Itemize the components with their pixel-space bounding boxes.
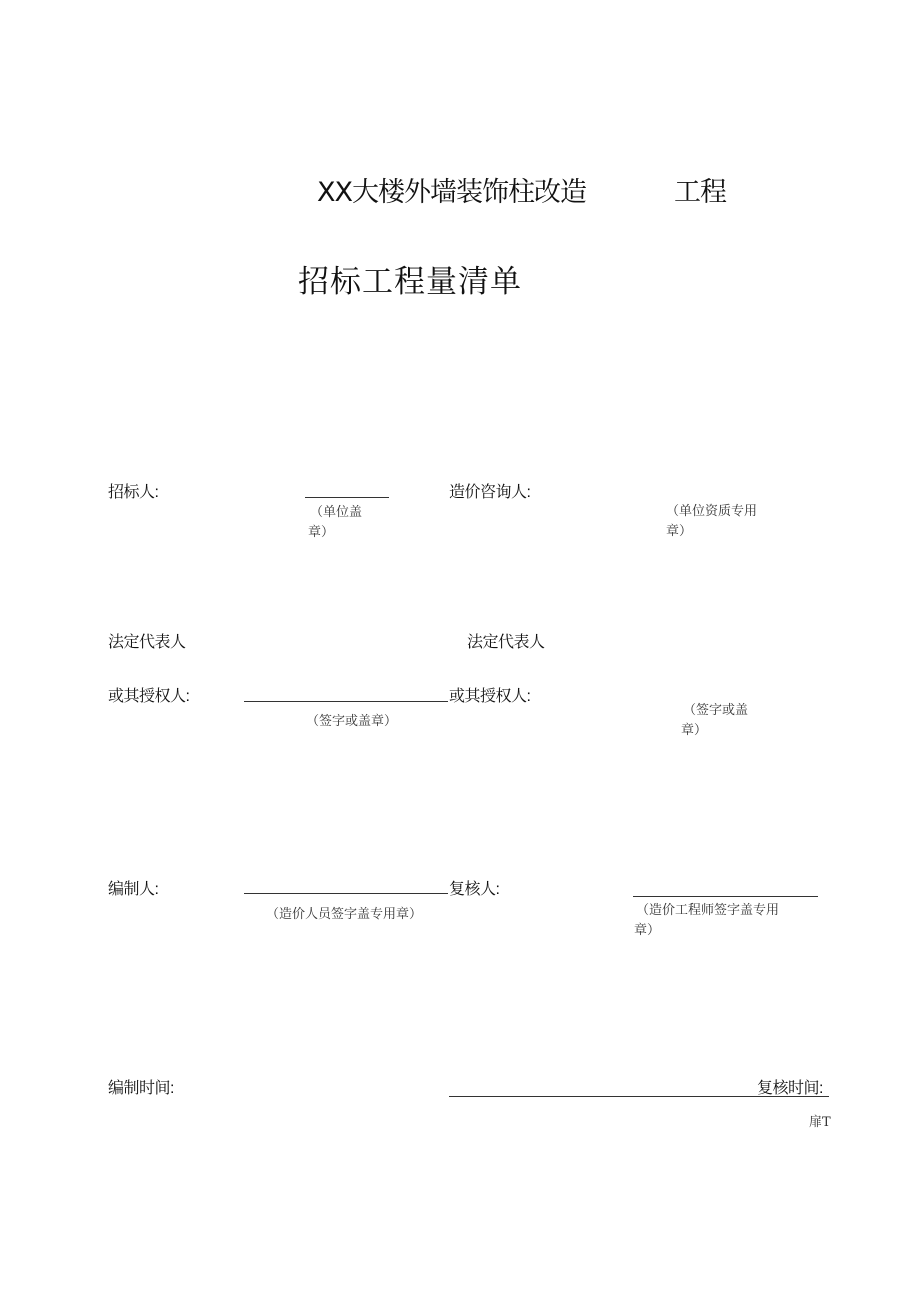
legal-rep-right-note-line2: 章）	[681, 723, 708, 738]
page-mark: 扉T	[809, 1115, 831, 1130]
tenderer-signature-line	[305, 497, 389, 498]
legal-rep-right-note-line1: （签字或盖	[683, 703, 749, 718]
reviewer-note-line2: 章）	[634, 923, 661, 938]
reviewer-signature-line	[633, 896, 818, 897]
legal-rep-left-label-line2: 或其授权人:	[108, 688, 190, 705]
review-date-label: 复核时间:	[757, 1080, 823, 1097]
consultant-seal-note-line1: （单位资质专用	[666, 504, 758, 519]
tenderer-seal-note-line1: （单位盖	[310, 505, 363, 520]
tenderer-label: 招标人:	[108, 484, 159, 501]
consultant-label: 造价咨询人:	[449, 484, 531, 501]
legal-rep-left-note: （签字或盖章）	[306, 714, 398, 729]
legal-rep-right-label-line1: 法定代表人	[467, 634, 545, 651]
document-title: 招标工程量清单	[298, 264, 522, 300]
compiler-note: （造价人员签字盖专用章）	[266, 907, 423, 922]
compile-date-label: 编制时间:	[108, 1080, 174, 1097]
tenderer-seal-note-line2: 章）	[308, 525, 335, 540]
compiler-label: 编制人:	[108, 881, 159, 898]
project-title-suffix: 工程	[674, 177, 726, 208]
legal-rep-left-signature-line	[244, 701, 448, 702]
compiler-signature-line	[244, 893, 448, 894]
reviewer-label: 复核人:	[449, 881, 500, 898]
reviewer-note-line1: （造价工程师签字盖专用	[636, 903, 780, 918]
project-title: XX大楼外墙装饰柱改造	[317, 177, 586, 208]
legal-rep-right-label-line2: 或其授权人:	[449, 688, 531, 705]
consultant-seal-note-line2: 章）	[666, 524, 693, 539]
legal-rep-left-label-line1: 法定代表人	[108, 634, 186, 651]
